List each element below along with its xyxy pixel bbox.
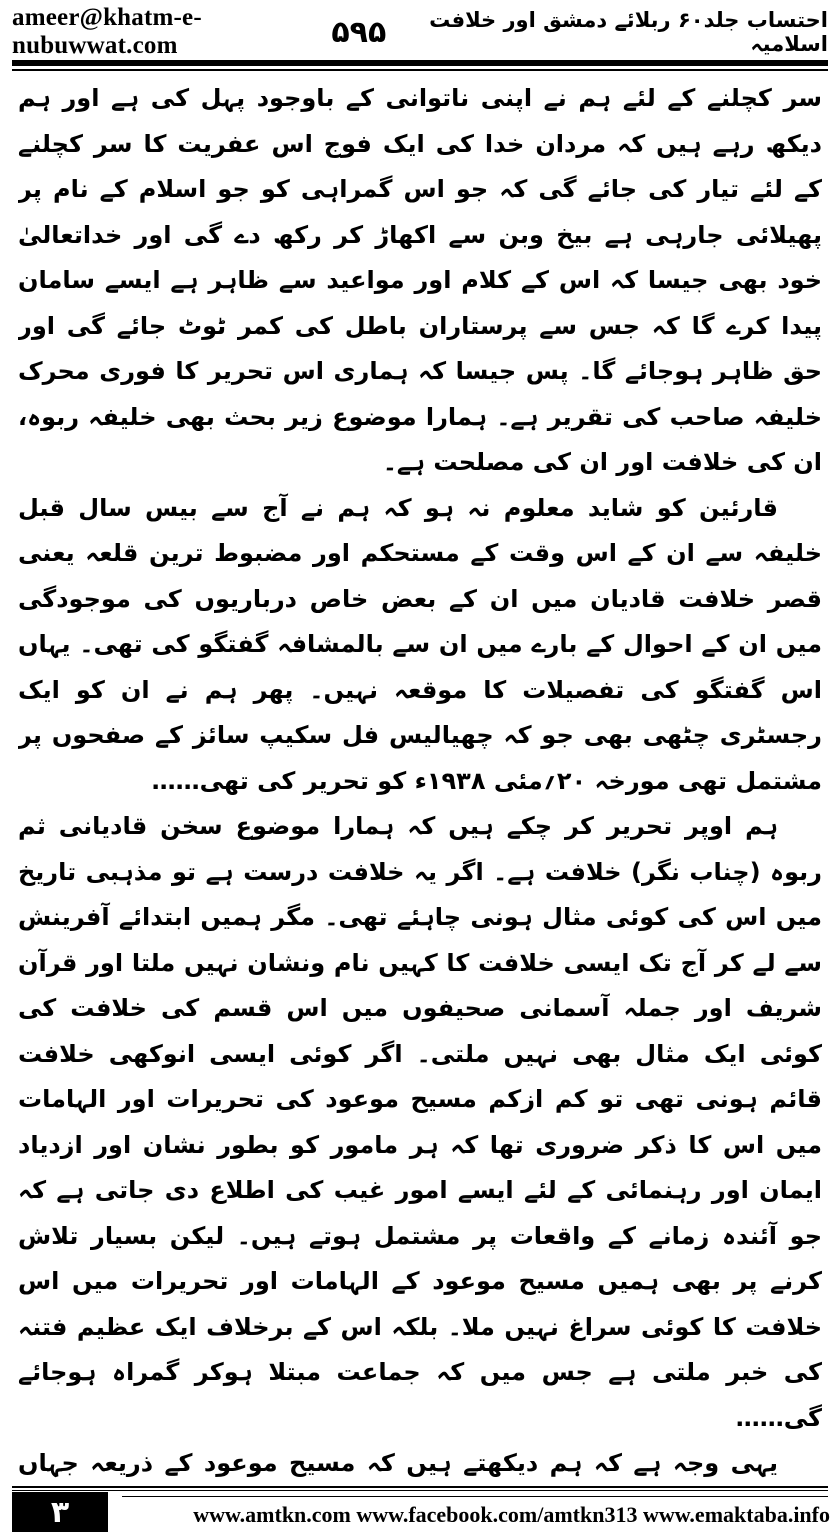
header-rule-thick [12,60,828,66]
paragraph-3: ہم اوپر تحریر کر چکے ہیں کہ ہمارا موضوع سخن قادیانی ثم ربوہ (چناب نگر) خلافت ہے۔ اگر یہ خلافت درست ہے تو مذہبی تاریخ میں اس کی کوئی مثال ہونی چاہئے تھی۔ مگر ہمیں ابتدائے آفرینش سے لے کر آج تک ایسی خلافت کا کہیں نام ونشان نہیں ملتا اور قرآن شریف اور جملہ آسمانی صحیفوں میں اس قسم کی خلافت کی کوئی ایک مثال بھی نہیں ملتی۔ اگر کوئی ایسی انوکھی خلافت قائم ہونی تھی تو کم ازکم مسیح موعود کی تحریرات اور الہامات میں اس کا ذکر ضروری تھا کہ ہر مامور کو بطور نشان اور ازدیاد ایمان اور رہنمائی کے لئے ایسے امور غیب کی اطلاع دی جاتی ہے کہ جو آئندہ زمانے کے واقعات پر مشتمل ہوتے ہیں۔ لیکن بسیار تلاش کرنے پر بھی ہمیں مسیح موعود کے الہامات اور تحریرات میں اس خلافت کا کوئی سراغ نہیں ملا۔ بلکہ اس کے برخلاف ایک عظیم فتنہ کی خبر ملتی ہے جس میں کہ جماعت مبتلا ہوکر گمراہ ہوجائے گی…… [18,812,822,1432]
footer-rule [12,1486,828,1488]
paragraph-1: سر کچلنے کے لئے ہم نے اپنی ناتوانی کے باوجود پہل کی ہے اور ہم دیکھ رہے ہیں کہ مردان خدا کی ایک فوج اس عفریت کا سر کچلنے کے لئے تیار کی جائے گی کہ جو اس گمراہی کو جو اسلام کے نام پر پھیلائی جارہی ہے بیخ وبن سے اکھاڑ کر رکھ دے گی اور خداتعالیٰ خود بھی جیسا کہ اس کے کلام اور مواعید سے ظاہر ہے ایسے سامان پیدا کرے گا کہ جس سے پرستاران باطل کی کمر ٹوٹ جائے گی اور حق ظاہر ہوجائے گا۔ پس جیسا کہ ہماری اس تحریر کا فوری محرک خلیفہ صاحب کی تقریر ہے۔ ہمارا موضوع زیر بحث بھی خلیفہ ربوہ، ان کی خلافت اور ان کی مصلحت ہے۔ [18,84,822,476]
footer-rule-thin [12,1490,828,1491]
header-page-number: ۵۹۵ [331,14,387,50]
running-title: احتساب جلد۶۰ ربلائے دمشق اور خلافت اسلامیہ [429,8,828,56]
footer-rule-inner [122,1496,828,1497]
body-text [18,76,822,1486]
page-footer [12,1486,828,1534]
footer-page-number: ۳ [12,1492,108,1532]
header-email: ameer@khatm-e-nubuwwat.com [12,4,202,59]
header-rule-thin [12,69,828,71]
header-right [331,8,828,56]
page-header [12,6,828,58]
footer-links: www.amtkn.com www.facebook.com/amtkn313 www.emaktaba.info [193,1502,830,1527]
paragraph-2: قارئین کو شاید معلوم نہ ہو کہ ہم نے آج سے بیس سال قبل خلیفہ سے ان کے اس وقت کے مستحکم اور مضبوط ترین قلعہ یعنی قصر خلافت قادیان میں ان کے بعض خاص درباریوں کی موجودگی میں ان کے احوال کے بارے میں ان سے بالمشافہ گفتگو کی تھی۔ یہاں اس گفتگو کی تفصیلات کا موقعہ نہیں۔ پھر ہم نے ان کو ایک رجسٹری چٹھی بھی جو کہ چھیالیس فل سکیپ سائز کے صفحوں پر مشتمل تھی مورخہ ۲۰؍مئی ۱۹۳۸ء کو تحریر کی تھی…… [18,493,822,795]
paragraph-4: یہی وجہ ہے کہ ہم دیکھتے ہیں کہ مسیح موعود کے ذریعہ جہاں [18,1449,778,1477]
